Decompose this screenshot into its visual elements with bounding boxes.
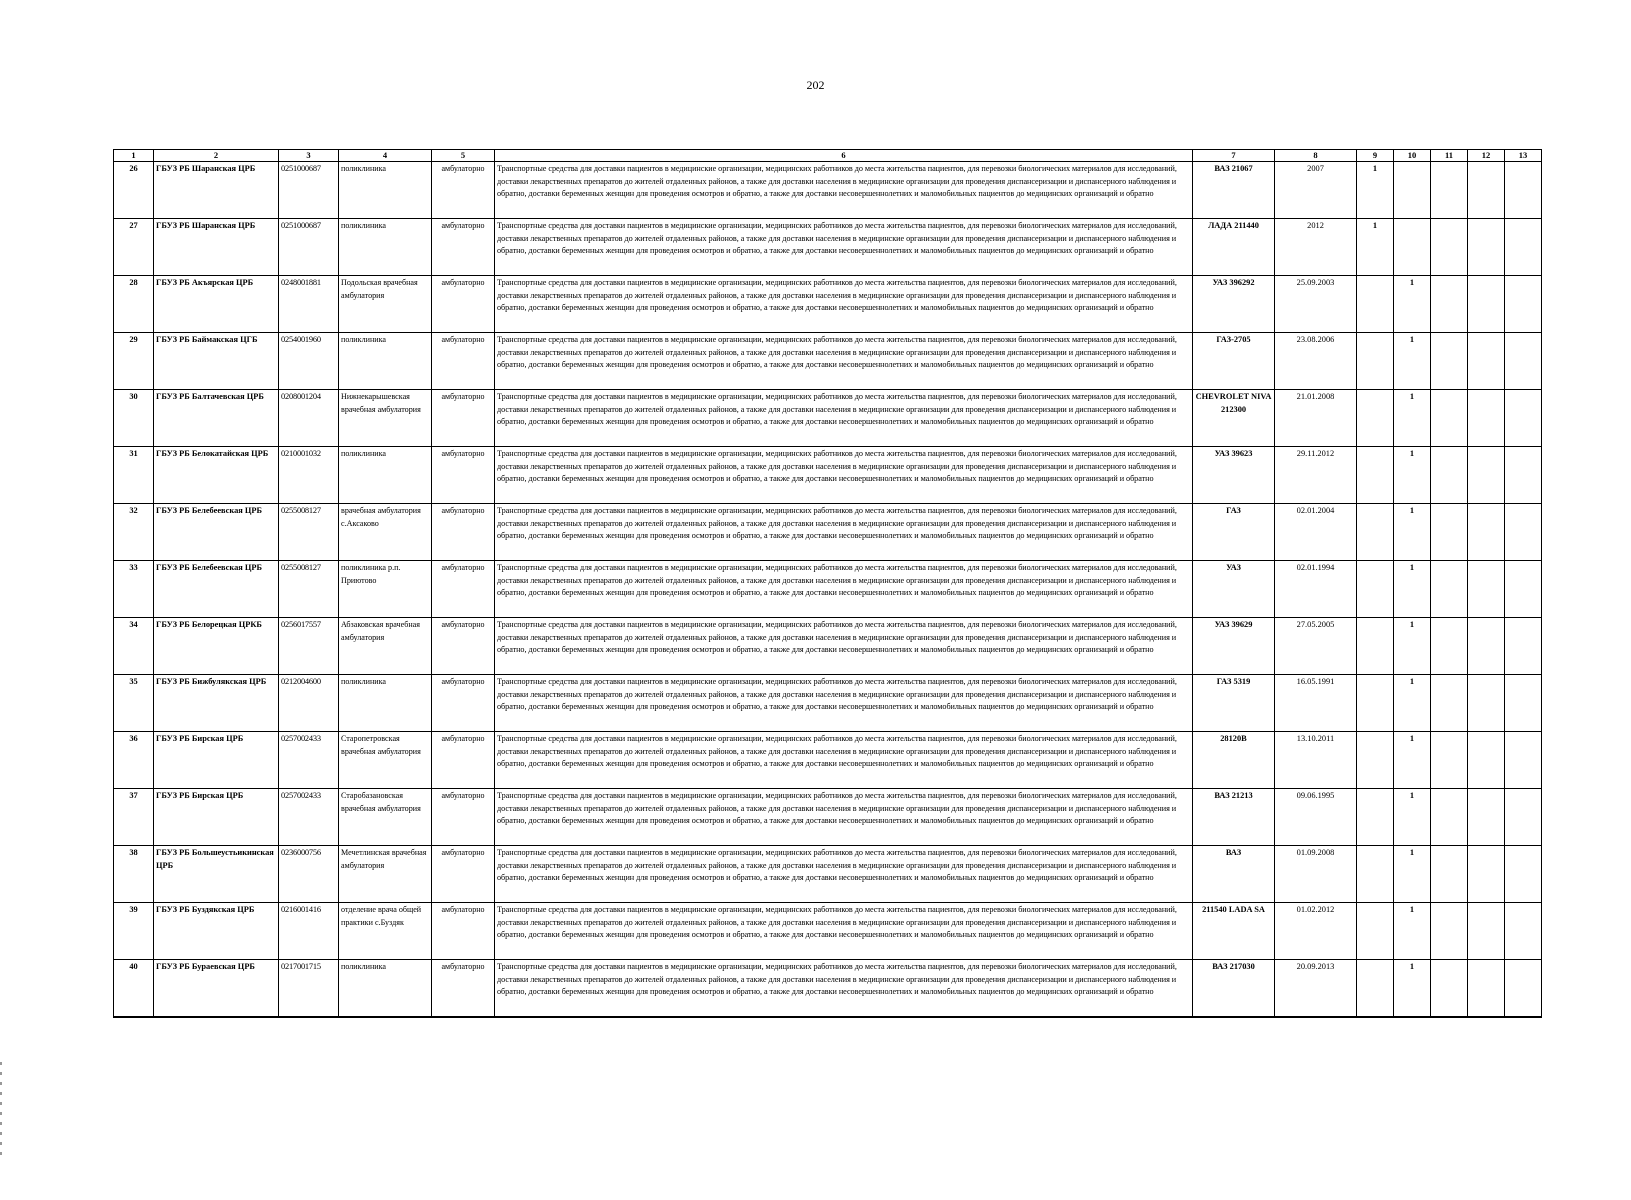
table-row <box>114 162 1542 219</box>
main-table <box>113 149 1542 1018</box>
col9-cell <box>1357 732 1394 789</box>
col12-cell <box>1468 675 1505 732</box>
table-row <box>114 675 1542 732</box>
subdivision-cell: отделение врача общей практики с.Буздяк <box>339 903 432 960</box>
year-cell: 16.05.1991 <box>1275 675 1357 732</box>
vehicle-model-cell: ГАЗ <box>1193 504 1275 561</box>
col10-cell: 1 <box>1394 618 1431 675</box>
row-number-cell: 38 <box>114 846 154 903</box>
header-cell: 13 <box>1505 150 1542 162</box>
col13-cell <box>1505 276 1542 333</box>
col10-cell: 1 <box>1394 846 1431 903</box>
purpose-description-cell: Транспортные средства для доставки пациентов в медицинские организации, медицинских работников до места жительства пациентов, для перевозки биологических материалов для исследований, доставки лекарственных препаратов до жителей отдаленных районов, а также для доставки населения в медицинские организации для проведения диспансеризации и диспансерного наблюдения и обратно, доставки беременных женщин для проведения осмотров и обратно, а также для доставки несовершеннолетних и маломобильных пациентов до медицинских организаций и обратно <box>495 162 1193 219</box>
row-number-cell: 33 <box>114 561 154 618</box>
row-number-cell: 28 <box>114 276 154 333</box>
subdivision-cell: Мечетлинская врачебная амбулатория <box>339 846 432 903</box>
col13-cell <box>1505 618 1542 675</box>
col11-cell <box>1431 276 1468 333</box>
col13-cell <box>1505 447 1542 504</box>
subdivision-cell: Подольская врачебная амбулатория <box>339 276 432 333</box>
care-mode-cell: амбулаторно <box>432 675 495 732</box>
organization-cell: ГБУЗ РБ Бижбулякская ЦРБ <box>154 675 279 732</box>
year-cell: 01.02.2012 <box>1275 903 1357 960</box>
organization-cell: ГБУЗ РБ Белокатайская ЦРБ <box>154 447 279 504</box>
organization-cell: ГБУЗ РБ Шаранская ЦРБ <box>154 219 279 276</box>
organization-cell: ГБУЗ РБ Белебеевская ЦРБ <box>154 504 279 561</box>
code-cell: 0251000687 <box>279 219 339 276</box>
care-mode-cell: амбулаторно <box>432 390 495 447</box>
col13-cell <box>1505 732 1542 789</box>
row-number-cell: 35 <box>114 675 154 732</box>
organization-cell: ГБУЗ РБ Белебеевская ЦРБ <box>154 561 279 618</box>
header-row <box>114 150 1542 162</box>
header-cell: 3 <box>279 150 339 162</box>
code-cell: 0257002433 <box>279 789 339 846</box>
header-cell: 11 <box>1431 150 1468 162</box>
year-cell: 25.09.2003 <box>1275 276 1357 333</box>
care-mode-cell: амбулаторно <box>432 561 495 618</box>
year-cell: 2007 <box>1275 162 1357 219</box>
care-mode-cell: амбулаторно <box>432 504 495 561</box>
col10-cell <box>1394 162 1431 219</box>
col12-cell <box>1468 447 1505 504</box>
code-cell: 0256017557 <box>279 618 339 675</box>
col13-cell <box>1505 903 1542 960</box>
col10-cell: 1 <box>1394 789 1431 846</box>
vehicle-model-cell: ЛАДА 211440 <box>1193 219 1275 276</box>
table-row <box>114 789 1542 846</box>
col11-cell <box>1431 447 1468 504</box>
table-row <box>114 333 1542 390</box>
vehicle-model-cell: УАЗ 396292 <box>1193 276 1275 333</box>
col9-cell <box>1357 846 1394 903</box>
col10-cell: 1 <box>1394 903 1431 960</box>
col9-cell <box>1357 675 1394 732</box>
col10-cell: 1 <box>1394 561 1431 618</box>
organization-cell: ГБУЗ РБ Балтачевская ЦРБ <box>154 390 279 447</box>
col9-cell: 1 <box>1357 219 1394 276</box>
purpose-description-cell: Транспортные средства для доставки пациентов в медицинские организации, медицинских работников до места жительства пациентов, для перевозки биологических материалов для исследований, доставки лекарственных препаратов до жителей отдаленных районов, а также для доставки населения в медицинские организации для проведения диспансеризации и диспансерного наблюдения и обратно, доставки беременных женщин для проведения осмотров и обратно, а также для доставки несовершеннолетних и маломобильных пациентов до медицинских организаций и обратно <box>495 276 1193 333</box>
care-mode-cell: амбулаторно <box>432 903 495 960</box>
subdivision-cell: поликлиника <box>339 162 432 219</box>
col12-cell <box>1468 504 1505 561</box>
subdivision-cell: поликлиника <box>339 447 432 504</box>
purpose-description-cell: Транспортные средства для доставки пациентов в медицинские организации, медицинских работников до места жительства пациентов, для перевозки биологических материалов для исследований, доставки лекарственных препаратов до жителей отдаленных районов, а также для доставки населения в медицинские организации для проведения диспансеризации и диспансерного наблюдения и обратно, доставки беременных женщин для проведения осмотров и обратно, а также для доставки несовершеннолетних и маломобильных пациентов до медицинских организаций и обратно <box>495 903 1193 960</box>
col10-cell: 1 <box>1394 390 1431 447</box>
purpose-description-cell: Транспортные средства для доставки пациентов в медицинские организации, медицинских работников до места жительства пациентов, для перевозки биологических материалов для исследований, доставки лекарственных препаратов до жителей отдаленных районов, а также для доставки населения в медицинские организации для проведения диспансеризации и диспансерного наблюдения и обратно, доставки беременных женщин для проведения осмотров и обратно, а также для доставки несовершеннолетних и маломобильных пациентов до медицинских организаций и обратно <box>495 960 1193 1018</box>
col10-cell <box>1394 219 1431 276</box>
year-cell: 02.01.2004 <box>1275 504 1357 561</box>
row-number-cell: 32 <box>114 504 154 561</box>
organization-cell: ГБУЗ РБ Бирская ЦРБ <box>154 789 279 846</box>
col10-cell: 1 <box>1394 732 1431 789</box>
care-mode-cell: амбулаторно <box>432 732 495 789</box>
header-cell: 5 <box>432 150 495 162</box>
organization-cell: ГБУЗ РБ Бураевская ЦРБ <box>154 960 279 1018</box>
col9-cell: 1 <box>1357 162 1394 219</box>
col13-cell <box>1505 789 1542 846</box>
row-number-cell: 36 <box>114 732 154 789</box>
col9-cell <box>1357 789 1394 846</box>
subdivision-cell: поликлиника <box>339 333 432 390</box>
organization-cell: ГБУЗ РБ Большеустьикинская ЦРБ <box>154 846 279 903</box>
purpose-description-cell: Транспортные средства для доставки пациентов в медицинские организации, медицинских работников до места жительства пациентов, для перевозки биологических материалов для исследований, доставки лекарственных препаратов до жителей отдаленных районов, а также для доставки населения в медицинские организации для проведения диспансеризации и диспансерного наблюдения и обратно, доставки беременных женщин для проведения осмотров и обратно, а также для доставки несовершеннолетних и маломобильных пациентов до медицинских организаций и обратно <box>495 789 1193 846</box>
vehicle-model-cell: ГАЗ 5319 <box>1193 675 1275 732</box>
code-cell: 0216001416 <box>279 903 339 960</box>
header-cell: 10 <box>1394 150 1431 162</box>
col10-cell: 1 <box>1394 276 1431 333</box>
col11-cell <box>1431 846 1468 903</box>
table-row <box>114 447 1542 504</box>
code-cell: 0208001204 <box>279 390 339 447</box>
subdivision-cell: поликлиника р.п. Приютово <box>339 561 432 618</box>
care-mode-cell: амбулаторно <box>432 276 495 333</box>
subdivision-cell: Абзаковская врачебная амбулатория <box>339 618 432 675</box>
organization-cell: ГБУЗ РБ Шаранская ЦРБ <box>154 162 279 219</box>
row-number-cell: 34 <box>114 618 154 675</box>
header-cell: 12 <box>1468 150 1505 162</box>
col10-cell: 1 <box>1394 333 1431 390</box>
table-row <box>114 732 1542 789</box>
row-number-cell: 31 <box>114 447 154 504</box>
col13-cell <box>1505 333 1542 390</box>
col9-cell <box>1357 561 1394 618</box>
col11-cell <box>1431 960 1468 1018</box>
row-number-cell: 27 <box>114 219 154 276</box>
code-cell: 0212004600 <box>279 675 339 732</box>
year-cell: 23.08.2006 <box>1275 333 1357 390</box>
year-cell: 13.10.2011 <box>1275 732 1357 789</box>
code-cell: 0255008127 <box>279 504 339 561</box>
code-cell: 0210001032 <box>279 447 339 504</box>
subdivision-cell: Нижнекарышевская врачебная амбулатория <box>339 390 432 447</box>
vehicle-model-cell: ВАЗ 217030 <box>1193 960 1275 1018</box>
page-number: 202 <box>806 78 825 92</box>
purpose-description-cell: Транспортные средства для доставки пациентов в медицинские организации, медицинских работников до места жительства пациентов, для перевозки биологических материалов для исследований, доставки лекарственных препаратов до жителей отдаленных районов, а также для доставки населения в медицинские организации для проведения диспансеризации и диспансерного наблюдения и обратно, доставки беременных женщин для проведения осмотров и обратно, а также для доставки несовершеннолетних и маломобильных пациентов до медицинских организаций и обратно <box>495 219 1193 276</box>
scan-margin-mark <box>0 1062 2 1162</box>
table-row <box>114 903 1542 960</box>
col9-cell <box>1357 504 1394 561</box>
row-number-cell: 39 <box>114 903 154 960</box>
col9-cell <box>1357 447 1394 504</box>
col11-cell <box>1431 162 1468 219</box>
table-row <box>114 960 1542 1018</box>
vehicle-model-cell: ГАЗ-2705 <box>1193 333 1275 390</box>
col10-cell: 1 <box>1394 447 1431 504</box>
code-cell: 0251000687 <box>279 162 339 219</box>
table-body <box>114 150 1542 1018</box>
year-cell: 02.01.1994 <box>1275 561 1357 618</box>
row-number-cell: 37 <box>114 789 154 846</box>
code-cell: 0236000756 <box>279 846 339 903</box>
col9-cell <box>1357 333 1394 390</box>
col9-cell <box>1357 390 1394 447</box>
col9-cell <box>1357 618 1394 675</box>
col13-cell <box>1505 846 1542 903</box>
year-cell: 20.09.2013 <box>1275 960 1357 1018</box>
vehicle-model-cell: УАЗ 39629 <box>1193 618 1275 675</box>
subdivision-cell: поликлиника <box>339 960 432 1018</box>
col12-cell <box>1468 276 1505 333</box>
col13-cell <box>1505 504 1542 561</box>
col11-cell <box>1431 903 1468 960</box>
year-cell: 01.09.2008 <box>1275 846 1357 903</box>
col10-cell: 1 <box>1394 675 1431 732</box>
col12-cell <box>1468 903 1505 960</box>
col12-cell <box>1468 333 1505 390</box>
care-mode-cell: амбулаторно <box>432 333 495 390</box>
col13-cell <box>1505 960 1542 1018</box>
vehicle-model-cell: 28120В <box>1193 732 1275 789</box>
table-row <box>114 504 1542 561</box>
subdivision-cell: Старобазановская врачебная амбулатория <box>339 789 432 846</box>
purpose-description-cell: Транспортные средства для доставки пациентов в медицинские организации, медицинских работников до места жительства пациентов, для перевозки биологических материалов для исследований, доставки лекарственных препаратов до жителей отдаленных районов, а также для доставки населения в медицинские организации для проведения диспансеризации и диспансерного наблюдения и обратно, доставки беременных женщин для проведения осмотров и обратно, а также для доставки несовершеннолетних и маломобильных пациентов до медицинских организаций и обратно <box>495 846 1193 903</box>
subdivision-cell: врачебная амбулатория с.Аксаково <box>339 504 432 561</box>
col12-cell <box>1468 162 1505 219</box>
row-number-cell: 30 <box>114 390 154 447</box>
col12-cell <box>1468 390 1505 447</box>
vehicle-model-cell: УАЗ <box>1193 561 1275 618</box>
table-row <box>114 390 1542 447</box>
header-cell: 6 <box>495 150 1193 162</box>
organization-cell: ГБУЗ РБ Белорецкая ЦРКБ <box>154 618 279 675</box>
subdivision-cell: поликлиника <box>339 219 432 276</box>
year-cell: 29.11.2012 <box>1275 447 1357 504</box>
care-mode-cell: амбулаторно <box>432 789 495 846</box>
purpose-description-cell: Транспортные средства для доставки пациентов в медицинские организации, медицинских работников до места жительства пациентов, для перевозки биологических материалов для исследований, доставки лекарственных препаратов до жителей отдаленных районов, а также для доставки населения в медицинские организации для проведения диспансеризации и диспансерного наблюдения и обратно, доставки беременных женщин для проведения осмотров и обратно, а также для доставки несовершеннолетних и маломобильных пациентов до медицинских организаций и обратно <box>495 390 1193 447</box>
organization-cell: ГБУЗ РБ Бирская ЦРБ <box>154 732 279 789</box>
col12-cell <box>1468 618 1505 675</box>
table-row <box>114 219 1542 276</box>
code-cell: 0257002433 <box>279 732 339 789</box>
purpose-description-cell: Транспортные средства для доставки пациентов в медицинские организации, медицинских работников до места жительства пациентов, для перевозки биологических материалов для исследований, доставки лекарственных препаратов до жителей отдаленных районов, а также для доставки населения в медицинские организации для проведения диспансеризации и диспансерного наблюдения и обратно, доставки беременных женщин для проведения осмотров и обратно, а также для доставки несовершеннолетних и маломобильных пациентов до медицинских организаций и обратно <box>495 732 1193 789</box>
purpose-description-cell: Транспортные средства для доставки пациентов в медицинские организации, медицинских работников до места жительства пациентов, для перевозки биологических материалов для исследований, доставки лекарственных препаратов до жителей отдаленных районов, а также для доставки населения в медицинские организации для проведения диспансеризации и диспансерного наблюдения и обратно, доставки беременных женщин для проведения осмотров и обратно, а также для доставки несовершеннолетних и маломобильных пациентов до медицинских организаций и обратно <box>495 618 1193 675</box>
col9-cell <box>1357 276 1394 333</box>
year-cell: 2012 <box>1275 219 1357 276</box>
code-cell: 0255008127 <box>279 561 339 618</box>
col13-cell <box>1505 675 1542 732</box>
care-mode-cell: амбулаторно <box>432 162 495 219</box>
purpose-description-cell: Транспортные средства для доставки пациентов в медицинские организации, медицинских работников до места жительства пациентов, для перевозки биологических материалов для исследований, доставки лекарственных препаратов до жителей отдаленных районов, а также для доставки населения в медицинские организации для проведения диспансеризации и диспансерного наблюдения и обратно, доставки беременных женщин для проведения осмотров и обратно, а также для доставки несовершеннолетних и маломобильных пациентов до медицинских организаций и обратно <box>495 447 1193 504</box>
header-cell: 8 <box>1275 150 1357 162</box>
row-number-cell: 40 <box>114 960 154 1018</box>
subdivision-cell: поликлиника <box>339 675 432 732</box>
organization-cell: ГБУЗ РБ Буздякская ЦРБ <box>154 903 279 960</box>
vehicle-model-cell: УАЗ 39623 <box>1193 447 1275 504</box>
purpose-description-cell: Транспортные средства для доставки пациентов в медицинские организации, медицинских работников до места жительства пациентов, для перевозки биологических материалов для исследований, доставки лекарственных препаратов до жителей отдаленных районов, а также для доставки населения в медицинские организации для проведения диспансеризации и диспансерного наблюдения и обратно, доставки беременных женщин для проведения осмотров и обратно, а также для доставки несовершеннолетних и маломобильных пациентов до медицинских организаций и обратно <box>495 333 1193 390</box>
table-row <box>114 846 1542 903</box>
row-number-cell: 29 <box>114 333 154 390</box>
header-cell: 2 <box>154 150 279 162</box>
col13-cell <box>1505 561 1542 618</box>
table-row <box>114 276 1542 333</box>
col10-cell: 1 <box>1394 960 1431 1018</box>
care-mode-cell: амбулаторно <box>432 846 495 903</box>
col11-cell <box>1431 789 1468 846</box>
table-row <box>114 561 1542 618</box>
year-cell: 27.05.2005 <box>1275 618 1357 675</box>
vehicle-model-cell: 211540 LADA SA <box>1193 903 1275 960</box>
col11-cell <box>1431 390 1468 447</box>
header-cell: 9 <box>1357 150 1394 162</box>
col12-cell <box>1468 732 1505 789</box>
organization-cell: ГБУЗ РБ Баймакская ЦГБ <box>154 333 279 390</box>
purpose-description-cell: Транспортные средства для доставки пациентов в медицинские организации, медицинских работников до места жительства пациентов, для перевозки биологических материалов для исследований, доставки лекарственных препаратов до жителей отдаленных районов, а также для доставки населения в медицинские организации для проведения диспансеризации и диспансерного наблюдения и обратно, доставки беременных женщин для проведения осмотров и обратно, а также для доставки несовершеннолетних и маломобильных пациентов до медицинских организаций и обратно <box>495 561 1193 618</box>
col11-cell <box>1431 504 1468 561</box>
care-mode-cell: амбулаторно <box>432 960 495 1018</box>
vehicle-model-cell: ВАЗ 21213 <box>1193 789 1275 846</box>
col12-cell <box>1468 846 1505 903</box>
care-mode-cell: амбулаторно <box>432 219 495 276</box>
col11-cell <box>1431 675 1468 732</box>
care-mode-cell: амбулаторно <box>432 618 495 675</box>
header-cell: 7 <box>1193 150 1275 162</box>
header-cell: 4 <box>339 150 432 162</box>
year-cell: 21.01.2008 <box>1275 390 1357 447</box>
row-number-cell: 26 <box>114 162 154 219</box>
col12-cell <box>1468 561 1505 618</box>
col13-cell <box>1505 390 1542 447</box>
table-row <box>114 618 1542 675</box>
year-cell: 09.06.1995 <box>1275 789 1357 846</box>
organization-cell: ГБУЗ РБ Акъярская ЦРБ <box>154 276 279 333</box>
code-cell: 0254001960 <box>279 333 339 390</box>
code-cell: 0248001881 <box>279 276 339 333</box>
col12-cell <box>1468 219 1505 276</box>
col11-cell <box>1431 732 1468 789</box>
header-cell: 1 <box>114 150 154 162</box>
purpose-description-cell: Транспортные средства для доставки пациентов в медицинские организации, медицинских работников до места жительства пациентов, для перевозки биологических материалов для исследований, доставки лекарственных препаратов до жителей отдаленных районов, а также для доставки населения в медицинские организации для проведения диспансеризации и диспансерного наблюдения и обратно, доставки беременных женщин для проведения осмотров и обратно, а также для доставки несовершеннолетних и маломобильных пациентов до медицинских организаций и обратно <box>495 504 1193 561</box>
col12-cell <box>1468 960 1505 1018</box>
purpose-description-cell: Транспортные средства для доставки пациентов в медицинские организации, медицинских работников до места жительства пациентов, для перевозки биологических материалов для исследований, доставки лекарственных препаратов до жителей отдаленных районов, а также для доставки населения в медицинские организации для проведения диспансеризации и диспансерного наблюдения и обратно, доставки беременных женщин для проведения осмотров и обратно, а также для доставки несовершеннолетних и маломобильных пациентов до медицинских организаций и обратно <box>495 675 1193 732</box>
vehicle-model-cell: ВАЗ <box>1193 846 1275 903</box>
col13-cell <box>1505 162 1542 219</box>
col11-cell <box>1431 219 1468 276</box>
col11-cell <box>1431 333 1468 390</box>
col10-cell: 1 <box>1394 504 1431 561</box>
col9-cell <box>1357 903 1394 960</box>
vehicle-model-cell: ВАЗ 21067 <box>1193 162 1275 219</box>
col11-cell <box>1431 618 1468 675</box>
code-cell: 0217001715 <box>279 960 339 1018</box>
col12-cell <box>1468 789 1505 846</box>
vehicle-model-cell: CHEVROLET NIVA 212300 <box>1193 390 1275 447</box>
col9-cell <box>1357 960 1394 1018</box>
care-mode-cell: амбулаторно <box>432 447 495 504</box>
col11-cell <box>1431 561 1468 618</box>
subdivision-cell: Старопетровская врачебная амбулатория <box>339 732 432 789</box>
col13-cell <box>1505 219 1542 276</box>
